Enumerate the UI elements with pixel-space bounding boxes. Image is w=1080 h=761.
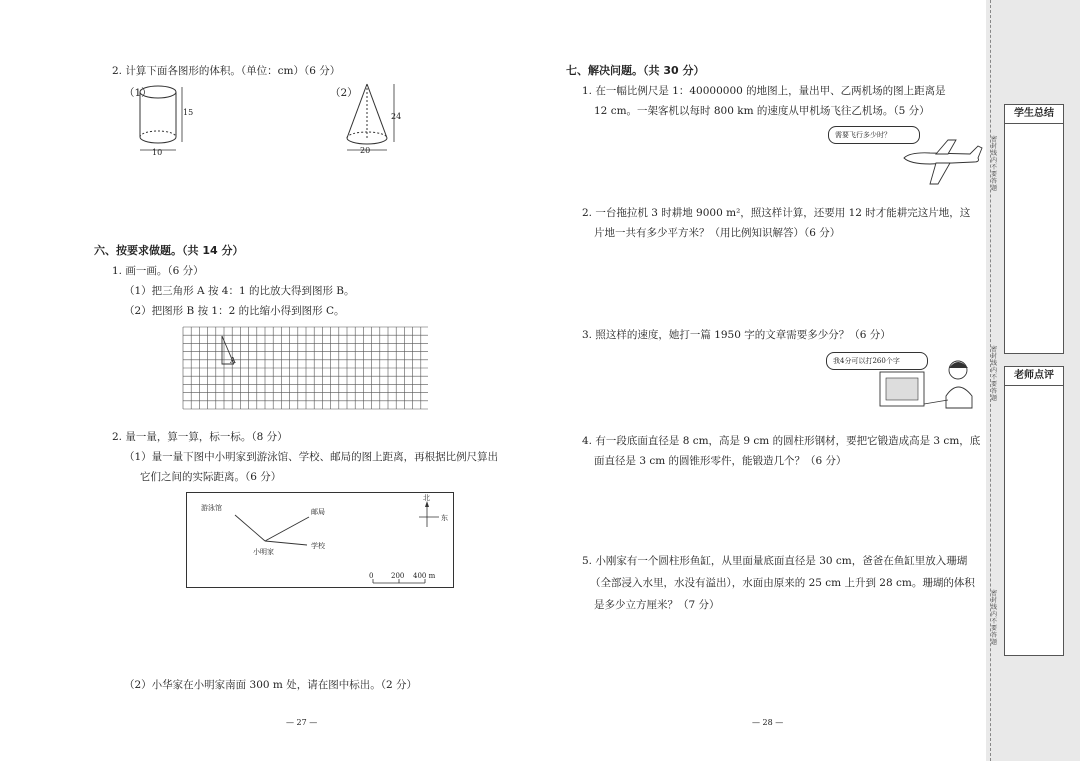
- student-summary-panel: [1004, 104, 1064, 354]
- map-home-label: 小明家: [253, 548, 274, 556]
- measure-question: 2. 量一量，算一算，标一标。（8 分）: [112, 431, 288, 443]
- problem4-line1: 4. 有一段底面直径是 8 cm，高是 9 cm 的圆柱形钢材，要把它锻造成高是 3 cm，底: [582, 435, 981, 447]
- problem2-line2: 片地一共有多少平方米？（用比例知识解答）（6 分）: [594, 227, 841, 239]
- teacher-comment-title: 老师点评: [1005, 367, 1063, 386]
- measure-step1-line1: （1）量一量下图中小明家到游泳馆、学校、邮局的图上距离，再根据比例尺算出: [124, 451, 499, 463]
- cylinder-figure: [136, 82, 196, 160]
- problem1-bubble-text: 需要飞行多少时？: [835, 131, 891, 139]
- cone-height-label: 24: [391, 112, 402, 121]
- map-scale-zero: 0: [369, 572, 374, 580]
- drawing-grid: [182, 326, 428, 416]
- problem2-line1: 2. 一台拖拉机 3 时耕地 9000 m²，照这样计算，还要用 12 时才能耕完这片地，这: [582, 207, 971, 219]
- problem3: 3. 照这样的速度，她打一篇 1950 字的文章需要多少分？（6 分）: [582, 329, 891, 341]
- student-summary-title: 学生总结: [1005, 105, 1063, 124]
- problem3-bubble-text: 我4分可以打260个字: [833, 357, 900, 365]
- measure-step1-line2: 它们之间的实际距离。（6 分）: [140, 471, 282, 483]
- problem5-line2: （全部浸入水里，水没有溢出），水面由原来的 25 cm 上升到 28 cm。珊瑚的体积: [590, 577, 975, 589]
- problem1-line1: 1. 在一幅比例尺是 1：40000000 的地图上，量出甲、乙两机场的图上距离是: [582, 85, 946, 97]
- map-school-label: 学校: [311, 542, 325, 550]
- map-box: [186, 492, 454, 588]
- map-north-label: 北: [423, 494, 430, 502]
- triangle-a-label: A: [230, 356, 236, 365]
- map-post-label: 邮局: [311, 508, 325, 516]
- page-number-27: — 27 —: [286, 718, 318, 727]
- cylinder-height-label: 15: [183, 108, 194, 117]
- section6-title: 六、按要求做题。（共 14 分）: [94, 244, 244, 257]
- map-scale-200: 200: [391, 572, 405, 580]
- cylinder-diameter-label: 10: [152, 148, 163, 157]
- seal-note-top: 密封线内不要答题: [990, 136, 997, 192]
- figure1-number: （1）: [124, 87, 152, 99]
- problem1-line2: 12 cm。一架客机以每时 800 km 的速度从甲机场飞往乙机场。（5 分）: [594, 105, 930, 117]
- draw-step1: （1）把三角形 A 按 4：1 的比放大得到图形 B。: [124, 285, 355, 297]
- problem5-line3: 是多少立方厘米？（7 分）: [594, 599, 720, 611]
- typing-girl-icon: [876, 356, 976, 412]
- page-number-28: — 28 —: [752, 718, 784, 727]
- seal-note-bottom: 密封线内不要答题: [990, 590, 997, 646]
- airplane-icon: [900, 134, 984, 188]
- figure2-number: （2）: [330, 87, 358, 99]
- measure-step2: （2）小华家在小明家南面 300 m 处，请在图中标出。（2 分）: [124, 679, 417, 691]
- map-east-label: 东: [441, 514, 448, 522]
- section7-title: 七、解决问题。（共 30 分）: [566, 64, 705, 77]
- q2-volume-title: 2. 计算下面各图形的体积。（单位：cm）（6 分）: [112, 65, 341, 77]
- cone-diameter-label: 20: [360, 146, 371, 155]
- map-pool-label: 游泳馆: [201, 504, 222, 512]
- draw-step2: （2）把图形 B 按 1：2 的比缩小得到图形 C。: [124, 305, 345, 317]
- teacher-comment-panel: [1004, 366, 1064, 656]
- seal-note-middle: 密封线内不要答题: [990, 346, 997, 402]
- problem4-line2: 面直径是 3 cm 的圆锥形零件，能锻造几个？（6 分）: [594, 455, 847, 467]
- map-scale-400: 400 m: [413, 572, 436, 580]
- draw-question: 1. 画一画。（6 分）: [112, 265, 204, 277]
- problem5-line1: 5. 小刚家有一个圆柱形鱼缸，从里面量底面直径是 30 cm，爸爸在鱼缸里放入珊瑚: [582, 555, 968, 567]
